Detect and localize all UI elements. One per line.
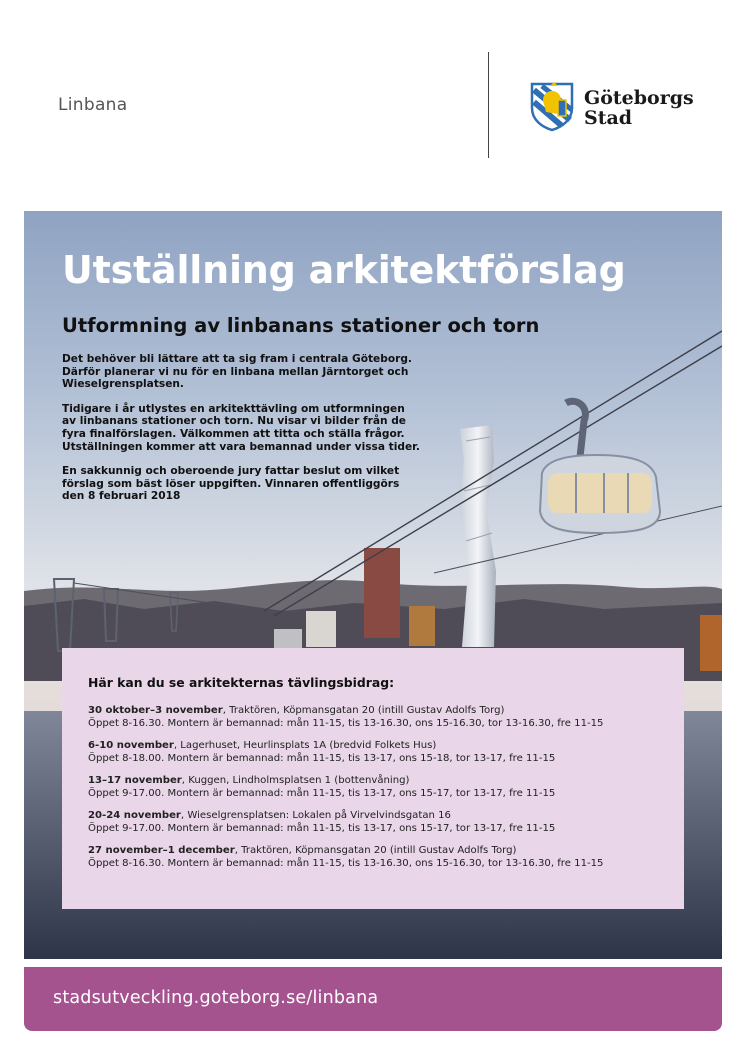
schedule-heading: Här kan du se arkitekternas tävlingsbidrag: <box>88 675 395 690</box>
schedule-entry <box>88 704 678 730</box>
entry-dates: 6-10 november <box>88 740 174 751</box>
page-subtitle: Utformning av linbanans stationer och torn <box>62 314 540 337</box>
schedule-entry <box>88 844 678 870</box>
entry-place: , Traktören, Köpmansgatan 20 (intill Gustav Adolfs Torg) <box>234 845 517 856</box>
entry-location-line <box>88 774 678 787</box>
intro-paragraph: Det behöver bli lättare att ta sig fram i centrala Göteborg. Därför planerar vi nu för en linbana mellan Järntorget och Wieselgrensplatsen. <box>62 353 412 391</box>
hero-image-panel <box>24 211 722 959</box>
entry-hours: Öppet 8-18.00. Montern är bemannad: mån 11-15, tis 13-17, ons 15-18, tor 13-17, fre 11-15 <box>88 753 556 764</box>
entry-place: , Kuggen, Lindholmsplatsen 1 (bottenvåning) <box>181 775 410 786</box>
header-label: Linbana <box>58 95 128 115</box>
gothenburg-coat-of-arms-icon <box>528 80 576 132</box>
entry-hours: Öppet 9-17.00. Montern är bemannad: mån 11-15, tis 13-17, ons 15-17, tor 13-17, fre 11-15 <box>88 788 556 799</box>
entry-dates: 20-24 november <box>88 810 181 821</box>
entry-location-line <box>88 739 678 752</box>
schedule-list <box>88 704 678 879</box>
intro-paragraph: En sakkunnig och oberoende jury fattar beslut om vilket förslag som bäst löser uppgiften. Vinnaren offentliggörs den 8 februari 2018 <box>62 465 400 503</box>
footer-bar <box>24 967 722 1031</box>
schedule-entry <box>88 774 678 800</box>
city-name <box>584 88 694 128</box>
schedule-entry <box>88 739 678 765</box>
entry-dates: 30 oktober–3 november <box>88 705 223 716</box>
entry-location-line <box>88 704 678 717</box>
entry-dates: 13–17 november <box>88 775 182 786</box>
intro-text <box>62 353 422 515</box>
entry-dates: 27 november–1 december <box>88 845 235 856</box>
entry-location-line <box>88 844 678 857</box>
header-divider <box>488 52 489 158</box>
exhibition-schedule-box <box>62 648 684 909</box>
footer-link[interactable]: stadsutveckling.goteborg.se/linbana <box>53 988 379 1008</box>
city-name-line2: Stad <box>584 107 633 129</box>
entry-place: , Wieselgrensplatsen: Lokalen på Virvelvindsgatan 16 <box>180 810 451 821</box>
entry-place: , Traktören, Köpmansgatan 20 (intill Gustav Adolfs Torg) <box>222 705 505 716</box>
city-name-line1: Göteborgs <box>584 87 694 109</box>
intro-paragraph: Tidigare i år utlystes en arkitekttävling om utformningen av linbanans stationer och torn. Nu visar vi bilder från de fyra finalförslagen. Välkommen att titta och ställa frågor. Utställningen kommer att vara bemannad under vissa tider. <box>62 402 420 453</box>
schedule-entry <box>88 809 678 835</box>
entry-location-line <box>88 809 678 822</box>
entry-hours: Öppet 8-16.30. Montern är bemannad: mån 11-15, tis 13-16.30, ons 15-16.30, tor 13-16.30, fre 11-15 <box>88 718 604 729</box>
entry-hours: Öppet 8-16.30. Montern är bemannad: mån 11-15, tis 13-16.30, ons 15-16.30, tor 13-16.30, fre 11-15 <box>88 858 604 869</box>
entry-place: , Lagerhuset, Heurlinsplats 1A (bredvid Folkets Hus) <box>173 740 437 751</box>
entry-hours: Öppet 9-17.00. Montern är bemannad: mån 11-15, tis 13-17, ons 15-17, tor 13-17, fre 11-15 <box>88 823 556 834</box>
page-title: Utställning arkitektförslag <box>62 248 626 292</box>
